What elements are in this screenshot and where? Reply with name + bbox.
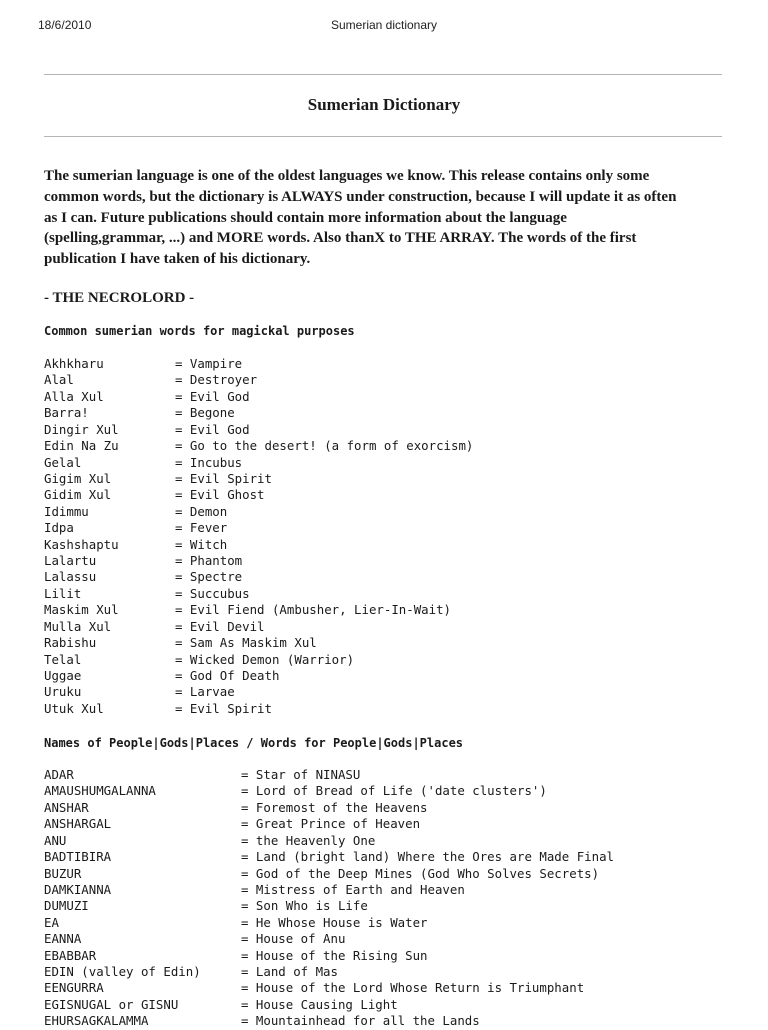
entry-meaning: = House of the Rising Sun bbox=[241, 947, 428, 963]
entry-meaning: = House Causing Light bbox=[241, 996, 398, 1012]
entry-meaning: = Great Prince of Heaven bbox=[241, 816, 421, 832]
entry-meaning: = Lord of Bread of Life ('date clusters') bbox=[241, 783, 547, 799]
entry-word: Maskim Xul bbox=[44, 602, 119, 618]
entry-word: ADAR bbox=[44, 767, 74, 782]
entry-meaning: = Foremost of the Heavens bbox=[241, 799, 428, 815]
entry-meaning: = Go to the desert! (a form of exorcism) bbox=[175, 438, 474, 454]
entry-meaning: = House of Anu bbox=[241, 931, 346, 947]
entry-meaning: = Star of NINASU bbox=[241, 767, 361, 782]
entry-meaning: = Incubus bbox=[175, 454, 243, 470]
title-divider bbox=[44, 136, 722, 137]
entry-meaning: = House of the Lord Whose Return is Triumphant bbox=[241, 980, 585, 996]
entry-meaning: = God of the Deep Mines (God Who Solves Secrets) bbox=[241, 865, 600, 881]
entry-word: Utuk Xul bbox=[44, 700, 104, 716]
entry-meaning: = Sam As Maskim Xul bbox=[175, 635, 317, 651]
entry-word: Uruku bbox=[44, 684, 82, 700]
entry-meaning: = Land of Mas bbox=[241, 964, 338, 980]
entry-meaning: = Son Who is Life bbox=[241, 898, 368, 914]
entry-word: Alal bbox=[44, 372, 74, 388]
entry-word: Uggae bbox=[44, 668, 82, 684]
entry-meaning: = Land (bright land) Where the Ores are Made Final bbox=[241, 849, 614, 865]
entry-meaning: = Evil Devil bbox=[175, 618, 265, 634]
entry-word: Kashshaptu bbox=[44, 536, 119, 552]
entry-word: EANNA bbox=[44, 931, 82, 947]
entry-word: Lilit bbox=[44, 585, 82, 601]
entry-word: Rabishu bbox=[44, 635, 97, 651]
entry-word: Idimmu bbox=[44, 503, 89, 519]
entry-word: Gigim Xul bbox=[44, 470, 112, 486]
entry-word: DUMUZI bbox=[44, 898, 89, 914]
entry-meaning: = Wicked Demon (Warrior) bbox=[175, 651, 355, 667]
entry-word: BADTIBIRA bbox=[44, 849, 112, 865]
entry-meaning: = Evil God bbox=[175, 388, 250, 404]
entry-word: EBABBAR bbox=[44, 947, 97, 963]
entry-word: BUZUR bbox=[44, 865, 82, 881]
entry-word: ANU bbox=[44, 832, 67, 848]
intro-line: (spelling,grammar, ...) and MORE words. Also thanX to THE ARRAY. The words of the first bbox=[44, 230, 637, 247]
entry-meaning: = Evil God bbox=[175, 421, 250, 437]
entry-word: EDIN (valley of Edin) bbox=[44, 964, 201, 980]
entry-word: Dingir Xul bbox=[44, 421, 119, 437]
entry-word: Barra! bbox=[44, 405, 89, 421]
entry-word: Gelal bbox=[44, 454, 82, 470]
entry-meaning: = Phantom bbox=[175, 553, 243, 569]
section-heading-magickal: Common sumerian words for magickal purposes bbox=[44, 324, 355, 338]
entry-meaning: = Fever bbox=[175, 520, 228, 536]
entry-word: Gidim Xul bbox=[44, 487, 112, 503]
entry-meaning: = Mountainhead for all the Lands bbox=[241, 1013, 480, 1029]
intro-line: publication I have taken of his dictionary. bbox=[44, 251, 311, 268]
entry-meaning: = Demon bbox=[175, 503, 228, 519]
intro-line: as I can. Future publications should contain more information about the language bbox=[44, 209, 567, 226]
section-heading-names: Names of People|Gods|Places / Words for People|Gods|Places bbox=[44, 736, 464, 750]
entry-word: ANSHARGAL bbox=[44, 816, 112, 832]
entry-meaning: = God Of Death bbox=[175, 668, 280, 684]
entry-meaning: = Evil Spirit bbox=[175, 700, 272, 716]
entry-word: EENGURRA bbox=[44, 980, 104, 996]
page-date: 18/6/2010 bbox=[38, 18, 92, 32]
entry-word: AMAUSHUMGALANNA bbox=[44, 783, 156, 799]
entry-word: Lalassu bbox=[44, 569, 97, 585]
entry-meaning: = Evil Ghost bbox=[175, 487, 265, 503]
entry-word: Telal bbox=[44, 651, 82, 667]
document-title: Sumerian Dictionary bbox=[307, 95, 461, 114]
entry-word: DAMKIANNA bbox=[44, 881, 112, 897]
entry-word: EHURSAGKALAMMA bbox=[44, 1013, 149, 1029]
entry-word: Mulla Xul bbox=[44, 618, 112, 634]
entry-meaning: = Larvae bbox=[175, 684, 235, 700]
entry-word: Alla Xul bbox=[44, 388, 104, 404]
entry-word: Edin Na Zu bbox=[44, 438, 119, 454]
entry-meaning: = Mistress of Earth and Heaven bbox=[241, 881, 465, 897]
author-signature: - THE NECROLORD - bbox=[44, 290, 195, 306]
entry-meaning: = Vampire bbox=[175, 356, 243, 371]
entry-word: Akhkharu bbox=[44, 356, 104, 371]
entry-meaning: = Begone bbox=[175, 405, 235, 421]
entry-meaning: = He Whose House is Water bbox=[241, 914, 428, 930]
entry-word: EA bbox=[44, 914, 59, 930]
intro-line: common words, but the dictionary is ALWAYS under construction, because I will update it as often bbox=[44, 188, 677, 205]
intro-paragraph bbox=[44, 166, 734, 270]
entry-meaning: = Evil Spirit bbox=[175, 470, 272, 486]
top-divider bbox=[44, 74, 722, 75]
entry-word: EGISNUGAL or GISNU bbox=[44, 996, 179, 1012]
entry-meaning: = Spectre bbox=[175, 569, 243, 585]
entry-meaning: = Witch bbox=[175, 536, 228, 552]
page-header-title: Sumerian dictionary bbox=[330, 18, 438, 32]
entry-meaning: = Evil Fiend (Ambusher, Lier-In-Wait) bbox=[175, 602, 452, 618]
entry-word: Idpa bbox=[44, 520, 74, 536]
intro-line: The sumerian language is one of the oldest languages we know. This release contains only some bbox=[44, 168, 650, 184]
entry-meaning: = Succubus bbox=[175, 585, 250, 601]
entry-word: ANSHAR bbox=[44, 799, 89, 815]
entry-word: Lalartu bbox=[44, 553, 97, 569]
entry-meaning: = Destroyer bbox=[175, 372, 258, 388]
entry-meaning: = the Heavenly One bbox=[241, 832, 376, 848]
